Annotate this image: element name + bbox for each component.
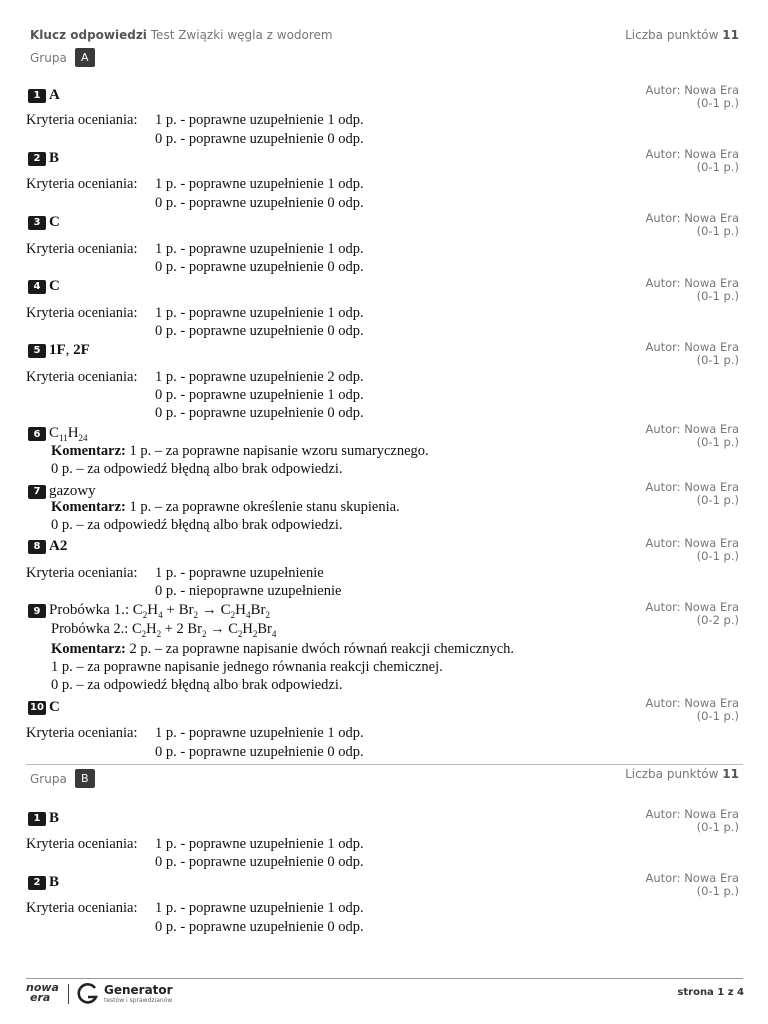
- answer: C: [49, 214, 60, 230]
- criteria-label: Kryteria oceniania:: [26, 305, 138, 321]
- author-info: Autor: Nowa Era (0-1 p.): [645, 696, 739, 723]
- author-info: Autor: Nowa Era (0-1 p.): [645, 340, 739, 367]
- question-2-b: [28, 874, 59, 891]
- question-3-a: [28, 214, 60, 231]
- reaction-1: Probówka 1.: $C_2H_4 + Br_2 \to C_2H_4Br_2$: [49, 602, 270, 620]
- comment-line: Komentarz: 1 p. – za poprawne napisanie wzoru sumarycznego.: [51, 443, 429, 459]
- author-info: Autor: Nowa Era (0-1 p.): [645, 276, 739, 303]
- generator-logo-icon: [76, 982, 100, 1006]
- criteria-line: 1 p. - poprawne uzupełnienie 1 odp.: [155, 305, 364, 321]
- question-number: 4: [28, 280, 46, 294]
- question-number: 7: [28, 485, 46, 499]
- generator-brand: Generator: [104, 983, 173, 997]
- answer: B: [49, 874, 60, 890]
- answer-2: 2F: [73, 342, 90, 358]
- author-info: Autor: Nowa Era (0-1 p.): [645, 211, 739, 238]
- question-7-a: [28, 483, 96, 500]
- document-title: [30, 28, 333, 42]
- criteria-line: 0 p. - poprawne uzupełnienie 0 odp.: [155, 195, 364, 211]
- question-number: 9: [28, 604, 46, 618]
- question-number: 2: [28, 876, 46, 890]
- question-5-a: 5 1F , 2F: [28, 342, 90, 359]
- author-info: Autor: Nowa Era (0-1 p.): [645, 536, 739, 563]
- criteria-line: 0 p. - poprawne uzupełnienie 0 odp.: [155, 131, 364, 147]
- group-b-badge: B: [75, 769, 95, 788]
- criteria-line: 1 p. - poprawne uzupełnienie 1 odp.: [155, 900, 364, 916]
- criteria-line: 0 p. - poprawne uzupełnienie 0 odp.: [155, 323, 364, 339]
- comment-line: 0 p. – za odpowiedź błędną albo brak odpowiedzi.: [51, 461, 343, 477]
- answer: A: [49, 87, 60, 103]
- criteria-line: 1 p. - poprawne uzupełnienie: [155, 565, 324, 581]
- answer: A2: [49, 538, 68, 554]
- nowa-era-logo: nowa era: [26, 981, 59, 1004]
- logo-divider: [68, 984, 69, 1004]
- criteria-line: 0 p. - niepoprawne uzupełnienie: [155, 583, 342, 599]
- group-a-label: Grupa A: [30, 48, 95, 67]
- question-number: 6: [28, 427, 46, 441]
- criteria-line: 0 p. - poprawne uzupełnienie 0 odp.: [155, 259, 364, 275]
- comment-line: 1 p. – za poprawne napisanie jednego równania reakcji chemicznej.: [51, 659, 443, 675]
- answer: C: [49, 699, 60, 715]
- criteria-label: Kryteria oceniania:: [26, 565, 138, 581]
- criteria-line: 0 p. - poprawne uzupełnienie 1 odp.: [155, 387, 364, 403]
- criteria-line: 1 p. - poprawne uzupełnienie 2 odp.: [155, 369, 364, 385]
- total-points-b: Liczba punktów 11: [625, 767, 739, 781]
- author-info: Autor: Nowa Era (0-1 p.): [645, 480, 739, 507]
- reaction-2: Probówka 2.: $C_2H_2 + 2$ $Br_2 \to C_2H_2Br_4$: [51, 621, 277, 639]
- question-number: 1: [28, 89, 46, 103]
- question-9-a: [28, 602, 270, 620]
- criteria-label: Kryteria oceniania:: [26, 725, 138, 741]
- author-info: Autor: Nowa Era (0-1 p.): [645, 422, 739, 449]
- criteria-line: 0 p. - poprawne uzupełnienie 0 odp.: [155, 744, 364, 760]
- question-number: 3: [28, 216, 46, 230]
- question-number: 5: [28, 344, 46, 358]
- title-bold: Klucz odpowiedzi: [30, 28, 147, 42]
- answer: B: [49, 150, 60, 166]
- formula: $C_{11}H_{24}$: [49, 425, 88, 443]
- question-8-a: [28, 538, 67, 555]
- criteria-line: 1 p. - poprawne uzupełnienie 1 odp.: [155, 836, 364, 852]
- total-points-a: Liczba punktów 11: [625, 28, 739, 42]
- criteria-line: 1 p. - poprawne uzupełnienie 1 odp.: [155, 112, 364, 128]
- question-number: 2: [28, 152, 46, 166]
- author-info: Autor: Nowa Era (0-1 p.): [645, 871, 739, 898]
- question-number: 1: [28, 812, 46, 826]
- group-b-label: Grupa B: [30, 769, 95, 788]
- comment-line: Komentarz: 2 p. – za poprawne napisanie dwóch równań reakcji chemicznych.: [51, 641, 515, 657]
- comment-line: Komentarz: 1 p. – za poprawne określenie stanu skupienia.: [51, 499, 400, 515]
- author-info: Autor: Nowa Era (0-1 p.): [645, 807, 739, 834]
- criteria-label: Kryteria oceniania:: [26, 241, 138, 257]
- criteria-label: Kryteria oceniania:: [26, 112, 138, 128]
- footer-divider: [26, 978, 743, 979]
- question-number: 8: [28, 540, 46, 554]
- answer-1: 1F: [49, 342, 66, 358]
- author-info: Autor: Nowa Era (0-1 p.): [645, 83, 739, 110]
- author-info: Autor: Nowa Era (0-1 p.): [645, 147, 739, 174]
- answer: C: [49, 278, 60, 294]
- criteria-line: 0 p. - poprawne uzupełnienie 0 odp.: [155, 854, 364, 870]
- question-4-a: [28, 278, 60, 295]
- criteria-line: 1 p. - poprawne uzupełnienie 1 odp.: [155, 725, 364, 741]
- question-1-b: [28, 810, 59, 827]
- criteria-line: 1 p. - poprawne uzupełnienie 1 odp.: [155, 176, 364, 192]
- criteria-line: 0 p. - poprawne uzupełnienie 0 odp.: [155, 919, 364, 935]
- page-number: strona 1 z 4: [677, 987, 744, 998]
- criteria-label: Kryteria oceniania:: [26, 836, 138, 852]
- question-2-a: [28, 150, 59, 167]
- criteria-label: Kryteria oceniania:: [26, 900, 138, 916]
- criteria-line: 1 p. - poprawne uzupełnienie 1 odp.: [155, 241, 364, 257]
- generator-subtitle: testów i sprawdzianów: [104, 997, 173, 1004]
- answer: gazowy: [49, 483, 96, 499]
- title-rest: Test Związki węgla z wodorem: [150, 28, 333, 42]
- question-number: 10: [28, 701, 46, 715]
- comment-line: 0 p. – za odpowiedź błędną albo brak odpowiedzi.: [51, 677, 343, 693]
- group-a-badge: A: [75, 48, 95, 67]
- group-separator: [26, 764, 743, 765]
- question-10-a: [28, 699, 60, 716]
- criteria-line: 0 p. - poprawne uzupełnienie 0 odp.: [155, 405, 364, 421]
- question-1-a: [28, 87, 60, 104]
- answer: B: [49, 810, 60, 826]
- criteria-label: Kryteria oceniania:: [26, 176, 138, 192]
- question-6-a: [28, 425, 88, 443]
- comment-line: 0 p. – za odpowiedź błędną albo brak odpowiedzi.: [51, 517, 343, 533]
- criteria-label: Kryteria oceniania:: [26, 369, 138, 385]
- author-info: Autor: Nowa Era (0-2 p.): [645, 600, 739, 627]
